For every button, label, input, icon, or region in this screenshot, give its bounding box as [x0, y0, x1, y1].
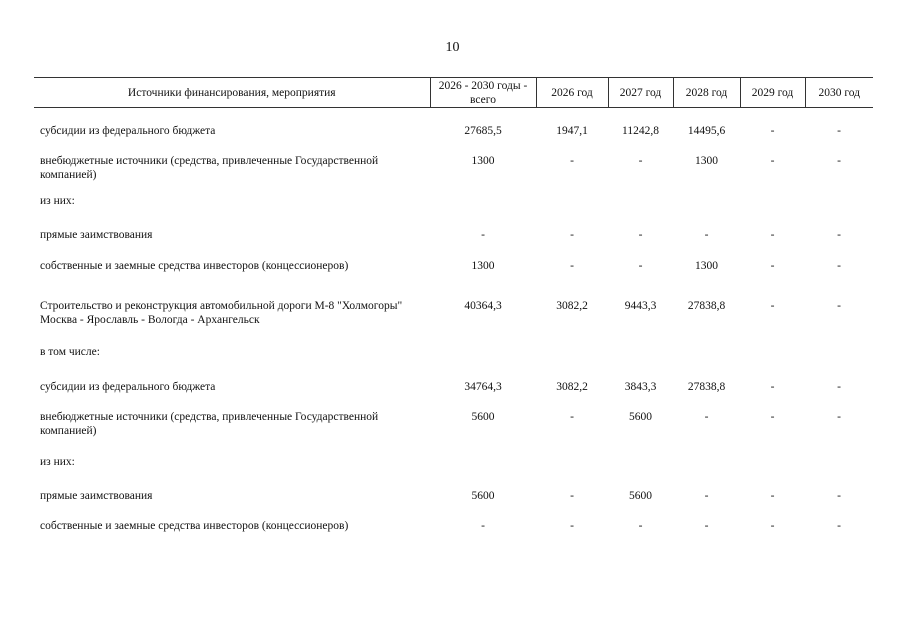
cell-2029: - — [770, 260, 775, 272]
cell-2027: - — [638, 229, 643, 241]
table-row — [34, 345, 873, 380]
cell-2026 — [536, 194, 608, 228]
header-2028: 2028 год — [673, 78, 740, 108]
row-label: внебюджетные источники (средства, привлеченные Государственной компанией) — [40, 155, 379, 181]
header-2026: 2026 год — [536, 78, 608, 108]
spacer-row — [34, 108, 873, 125]
cell-2028 — [673, 194, 740, 228]
cell-2026: - — [570, 411, 574, 423]
cell-2027: 9443,3 — [624, 300, 657, 312]
table-row — [34, 489, 873, 519]
cell-total: 34764,3 — [464, 381, 502, 393]
cell-2026: 3082,2 — [556, 300, 588, 312]
page-number: 10 — [445, 40, 460, 55]
cell-2029: - — [770, 411, 775, 423]
header-2029: 2029 год — [740, 78, 805, 108]
row-label: собственные и заемные средства инвесторов (концессионеров) — [40, 520, 349, 532]
cell-total — [430, 455, 536, 489]
table-row — [34, 124, 873, 154]
row-label: Строительство и реконструкция автомобильной дороги М-8 "Холмогоры" Москва - Ярославль - Вологда - Архангельск — [40, 300, 403, 326]
table-body — [34, 108, 873, 550]
row-label: прямые заимствования — [40, 229, 153, 241]
cell-2028: - — [704, 490, 709, 502]
row-label: из них: — [40, 456, 75, 468]
header-sources: Источники финансирования, мероприятия — [34, 78, 430, 108]
cell-2027: - — [638, 260, 643, 272]
cell-2028: 14495,6 — [687, 125, 726, 137]
table-row — [34, 410, 873, 455]
financing-table — [34, 77, 873, 549]
cell-total: - — [481, 229, 485, 241]
cell-total: 5600 — [471, 490, 495, 502]
cell-2026: - — [570, 490, 574, 502]
row-label: прямые заимствования — [40, 490, 153, 502]
header-row — [34, 78, 873, 108]
cell-2030: - — [837, 411, 841, 423]
cell-total: 5600 — [471, 411, 495, 423]
row-label: субсидии из федерального бюджета — [40, 381, 216, 393]
cell-2028: 1300 — [695, 260, 718, 272]
header-total: 2026 - 2030 годы - всего — [430, 78, 536, 108]
cell-2028: 27838,8 — [687, 300, 726, 312]
cell-2028 — [673, 345, 740, 380]
cell-2028: 1300 — [695, 155, 718, 167]
header-2027: 2027 год — [608, 78, 673, 108]
cell-total: - — [481, 520, 485, 532]
cell-2029 — [740, 455, 805, 489]
cell-2028: - — [704, 520, 709, 532]
cell-2029: - — [770, 490, 775, 502]
table-header — [34, 78, 873, 108]
cell-2030: - — [837, 520, 841, 532]
cell-2026 — [536, 455, 608, 489]
cell-2026: - — [570, 260, 574, 272]
cell-2027: - — [638, 520, 643, 532]
cell-2027 — [608, 194, 673, 228]
cell-2030: - — [837, 229, 841, 241]
cell-2029 — [740, 345, 805, 380]
cell-2027: 11242,8 — [622, 125, 659, 137]
cell-2028: 27838,8 — [687, 381, 726, 393]
cell-2029 — [740, 194, 805, 228]
cell-2029: - — [770, 229, 775, 241]
cell-2030: - — [837, 125, 841, 137]
table-row — [34, 154, 873, 194]
cell-2030: - — [837, 490, 841, 502]
cell-2027: 5600 — [629, 411, 652, 423]
cell-2026: - — [570, 520, 574, 532]
cell-2030: - — [837, 260, 841, 272]
table-row — [34, 380, 873, 410]
cell-2028 — [673, 455, 740, 489]
cell-2029: - — [770, 125, 775, 137]
cell-total: 1300 — [471, 260, 495, 272]
cell-2026: - — [570, 155, 574, 167]
cell-total: 1300 — [471, 155, 495, 167]
table-row — [34, 259, 873, 299]
row-label: собственные и заемные средства инвесторов (концессионеров) — [40, 260, 349, 272]
cell-2026 — [536, 345, 608, 380]
cell-2030: - — [837, 155, 841, 167]
cell-2026: 1947,1 — [556, 125, 588, 137]
cell-2027: 5600 — [629, 490, 652, 502]
cell-2027: - — [638, 155, 643, 167]
cell-2028: - — [704, 411, 709, 423]
cell-2026: 3082,2 — [556, 381, 588, 393]
row-label: из них: — [40, 195, 75, 207]
header-2030: 2030 год — [805, 78, 873, 108]
cell-2028: - — [704, 229, 709, 241]
row-label: внебюджетные источники (средства, привлеченные Государственной компанией) — [40, 411, 379, 437]
table-row — [34, 455, 873, 489]
cell-2029: - — [770, 300, 775, 312]
cell-2030: - — [837, 300, 841, 312]
cell-2029: - — [770, 381, 775, 393]
row-label: субсидии из федерального бюджета — [40, 125, 216, 137]
cell-total — [430, 194, 536, 228]
table-row — [34, 194, 873, 228]
cell-2030 — [805, 455, 873, 489]
cell-total — [430, 345, 536, 380]
cell-2027 — [608, 455, 673, 489]
cell-2027 — [608, 345, 673, 380]
cell-2030 — [805, 194, 873, 228]
cell-2027: 3843,3 — [624, 381, 657, 393]
cell-total: 40364,3 — [464, 300, 502, 312]
cell-2030 — [805, 345, 873, 380]
cell-2029: - — [770, 520, 775, 532]
table-row — [34, 519, 873, 549]
cell-total: 27685,5 — [464, 125, 502, 137]
table-row — [34, 228, 873, 259]
cell-2030: - — [837, 381, 841, 393]
cell-2026: - — [570, 229, 574, 241]
row-label: в том числе: — [40, 346, 100, 358]
cell-2029: - — [770, 155, 775, 167]
table-row — [34, 299, 873, 345]
